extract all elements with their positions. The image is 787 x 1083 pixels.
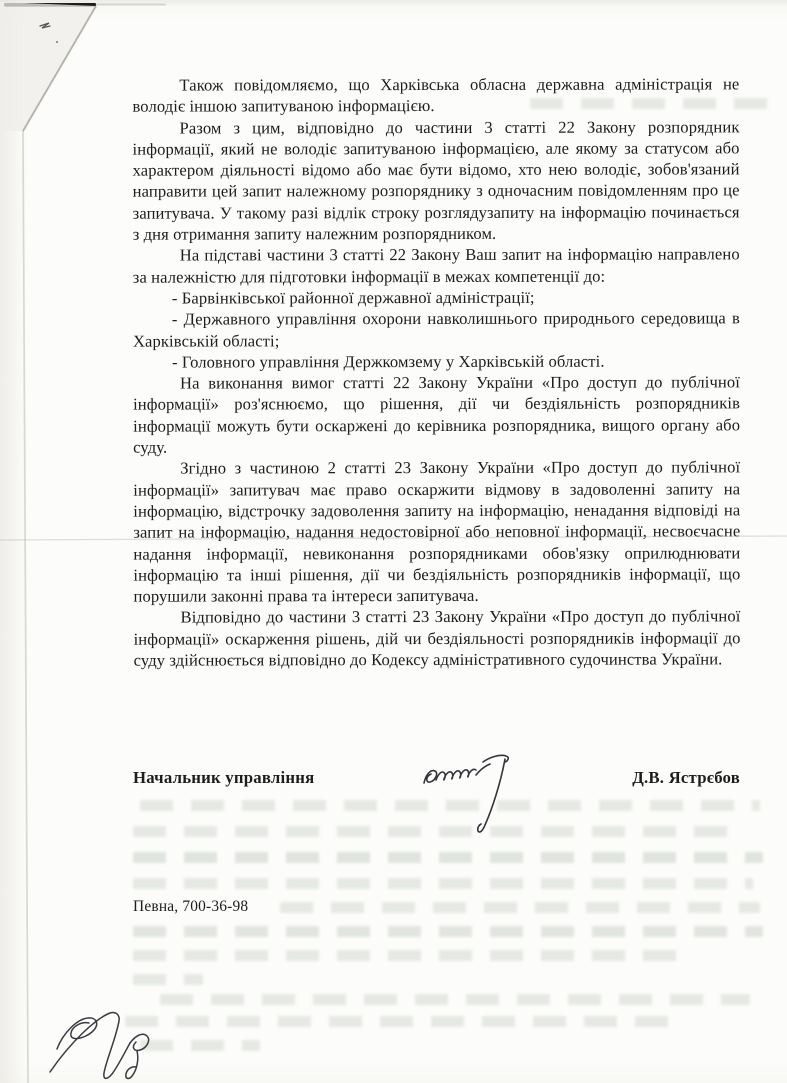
bleed-through-text [133, 878, 753, 889]
list-item: - Головного управління Держкомзему у Харківській області. [171, 351, 605, 372]
bleed-through-text [133, 974, 203, 985]
bleed-through-text [160, 994, 750, 1005]
page-left-fold-shading [0, 0, 28, 1083]
signer-name: Д.В. Ястрєбов [632, 768, 740, 787]
signature-row [133, 768, 740, 788]
signer-position-title: Начальник управління [133, 768, 315, 787]
bleed-through-text [133, 826, 733, 837]
bleed-through-text [133, 852, 763, 863]
paragraph: На підставі частини 3 статті 22 Закону Ваш запит на інформацію направлено за належністю для підготовки інформації в межах компетенції до: [132, 244, 740, 287]
handwritten-initials [50, 1012, 149, 1078]
paragraph: Разом з цим, відповідно до частини 3 статті 22 Закону розпорядник інформації, який не володіє запитуваною інформацією, але якому за статусом або характером діяльності відомо або має бути відомо, хто нею володіє, зобов'язаний направити цей запит належному розпоряднику з одночасним повідомленням про це запитувача. У такому разі відлік строку розглядузапиту на інформацію починається з дня отримання запиту належним розпорядником. [132, 116, 740, 244]
bleed-through-text [140, 1040, 260, 1051]
bleed-through-text [140, 800, 760, 811]
page-top-edge-shading [0, 0, 787, 7]
paragraph: Відповідно до частини 3 статті 23 Закону України «Про доступ до публічної інформації» оскарження рішень, дій чи бездіяльності розпорядників інформації до суду здійснюється відповідно до Кодексу адміністративного судочинства України. [133, 606, 741, 670]
paragraph: Згідно з частиною 2 статті 23 Закону України «Про доступ до публічної інформації» запитувач має право оскаржити відмову в задоволенні запиту на інформацію, відстрочку задоволення запиту на інформацію, ненадання відповіді на запит на інформацію, надання недостовірної або неповної інформації, несвоєчасне надання інформації, невиконання розпорядниками обов'язку оприлюднювати інформацію та інші рішення, дії чи бездіяльність розпорядників інформації, що порушили законні права та інтереси запитувача. [133, 457, 741, 606]
bleed-through-text [133, 950, 693, 961]
bleed-through-text [280, 902, 760, 913]
list-item: - Барвінківської районної державної адміністрації; [171, 287, 535, 308]
bleed-through-text [125, 1016, 685, 1027]
list-item: - Державного управління охорони навколишнього природнього середовища в Харківській області; [132, 308, 740, 351]
executor-contact: Певна, 700-36-98 [133, 898, 249, 915]
bleed-through-text [133, 926, 763, 937]
paragraph: На виконання вимог статті 22 Закону України «Про доступ до публічної інформації» роз'яснюємо, що рішення, дії чи бездіяльність розпорядників інформації можуть бути оскаржені до керівника розпорядника, вищого органу або суду. [133, 372, 741, 457]
letter-body [132, 73, 740, 671]
paragraph: Також повідомляємо, що Харківська обласна державна адміністрація не володіє іншою запитуваною інформацією. [132, 74, 740, 116]
handwritten-signature [424, 755, 508, 832]
